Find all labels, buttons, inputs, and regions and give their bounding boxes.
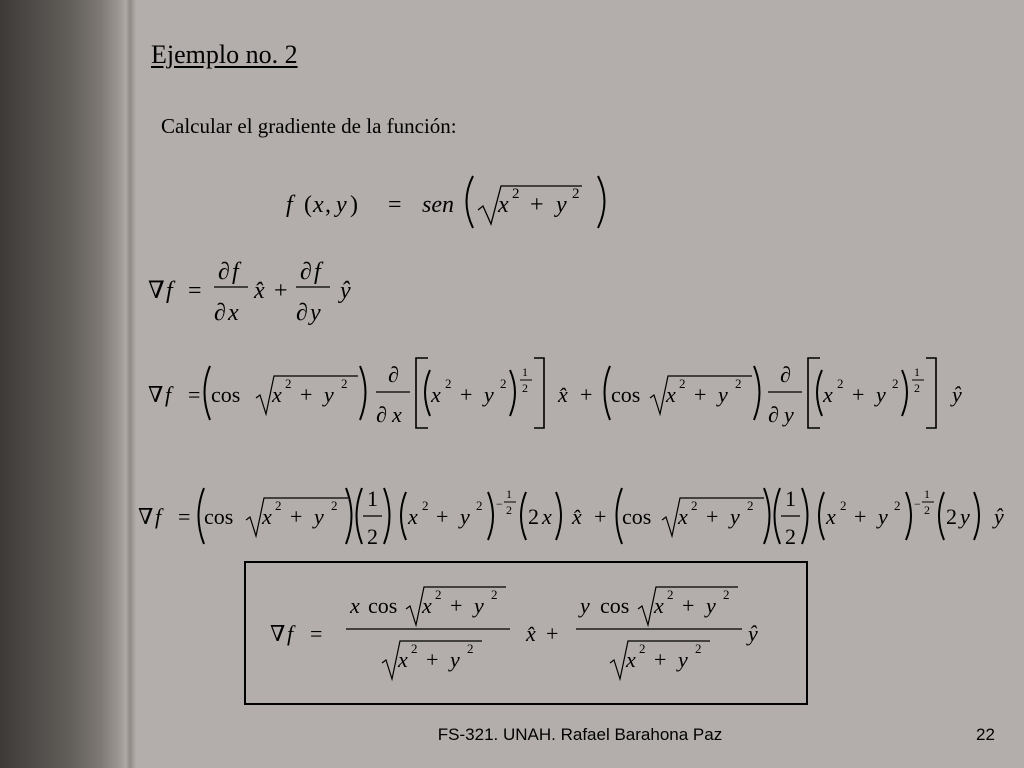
svg-text:1: 1 — [914, 365, 920, 379]
svg-text:x: x — [398, 647, 408, 672]
svg-text:+: + — [546, 621, 559, 646]
svg-text:sen: sen — [422, 192, 454, 218]
svg-text:2: 2 — [506, 503, 512, 517]
svg-text:−: − — [914, 497, 921, 511]
svg-text:2: 2 — [285, 376, 292, 391]
svg-text:∇: ∇ — [270, 621, 286, 646]
svg-text:x: x — [431, 382, 441, 407]
svg-text:+: + — [274, 278, 288, 304]
svg-text:+: + — [854, 504, 867, 529]
svg-text:x: x — [542, 504, 552, 529]
svg-text:2: 2 — [435, 587, 442, 602]
svg-text:ŷ: ŷ — [340, 278, 351, 304]
svg-text:x: x — [228, 300, 239, 326]
svg-text:f: f — [166, 278, 173, 304]
svg-text:2: 2 — [445, 376, 452, 391]
svg-text:2: 2 — [422, 498, 429, 513]
svg-text:x: x — [392, 402, 402, 427]
svg-text:∂: ∂ — [376, 402, 387, 427]
svg-text:2: 2 — [735, 376, 742, 391]
svg-text:2: 2 — [914, 381, 920, 395]
svg-text:2: 2 — [840, 498, 847, 513]
svg-text:y: y — [314, 504, 324, 529]
svg-text:x: x — [626, 647, 636, 672]
svg-text:2: 2 — [341, 376, 348, 391]
svg-text:x: x — [823, 382, 833, 407]
svg-text:2: 2 — [785, 524, 796, 549]
svg-text:x: x — [262, 504, 272, 529]
svg-text:+: + — [594, 504, 607, 529]
svg-text:∇: ∇ — [148, 278, 165, 304]
svg-text:=: = — [178, 504, 191, 529]
svg-text:+: + — [300, 382, 313, 407]
equation-gradient-definition — [148, 254, 368, 334]
svg-text:y: y — [310, 300, 321, 326]
svg-text:x: x — [498, 192, 509, 218]
svg-text:∂: ∂ — [768, 402, 779, 427]
svg-text:x̂: x̂ — [526, 621, 536, 646]
svg-text:x̂: x̂ — [254, 278, 265, 304]
svg-text:∇: ∇ — [148, 382, 164, 407]
svg-text:y: y — [678, 647, 688, 672]
svg-text:cos: cos — [622, 504, 652, 529]
svg-text:x: x — [350, 593, 360, 618]
svg-text:f: f — [232, 259, 239, 285]
svg-text:2: 2 — [639, 641, 646, 656]
equation-derivative-expanded — [138, 478, 1018, 558]
svg-text:2: 2 — [331, 498, 338, 513]
svg-text:∂: ∂ — [214, 300, 226, 326]
svg-text:2: 2 — [667, 587, 674, 602]
svg-text:2: 2 — [411, 641, 418, 656]
svg-text:y: y — [556, 192, 567, 218]
result-box — [244, 561, 808, 705]
svg-text:x: x — [654, 593, 664, 618]
svg-text:+: + — [426, 647, 439, 672]
svg-text:x: x — [272, 382, 282, 407]
svg-text:∂: ∂ — [388, 362, 399, 387]
svg-text:=: = — [188, 278, 202, 304]
slide-title: Ejemplo no. 2 — [151, 40, 298, 69]
svg-text:1: 1 — [785, 486, 796, 511]
svg-text:2: 2 — [275, 498, 282, 513]
svg-text:+: + — [580, 382, 593, 407]
svg-text:y: y — [960, 504, 970, 529]
svg-text:=: = — [188, 382, 201, 407]
svg-text:y: y — [878, 504, 888, 529]
svg-text:∂: ∂ — [218, 259, 230, 285]
svg-text:x: x — [826, 504, 836, 529]
svg-text:y: y — [460, 504, 470, 529]
svg-text:y: y — [336, 192, 347, 218]
svg-text:f: f — [165, 382, 172, 407]
equation-chain-rule — [148, 352, 978, 436]
svg-text:+: + — [852, 382, 865, 407]
svg-text:2: 2 — [946, 504, 957, 529]
intro-text: Calcular el gradiente de la función: — [161, 114, 457, 138]
svg-text:+: + — [450, 593, 463, 618]
svg-text:2: 2 — [528, 504, 539, 529]
svg-text:2: 2 — [747, 498, 754, 513]
svg-text:+: + — [694, 382, 707, 407]
svg-text:x: x — [408, 504, 418, 529]
svg-text:+: + — [290, 504, 303, 529]
svg-text:x: x — [422, 593, 432, 618]
svg-text:=: = — [388, 192, 402, 218]
svg-text:2: 2 — [476, 498, 483, 513]
svg-text:2: 2 — [837, 376, 844, 391]
svg-text:2: 2 — [679, 376, 686, 391]
svg-text:y: y — [450, 647, 460, 672]
svg-text:−: − — [496, 497, 503, 511]
svg-text:∇: ∇ — [138, 504, 154, 529]
equation-final-result — [270, 577, 790, 693]
svg-text:2: 2 — [695, 641, 702, 656]
svg-text:1: 1 — [506, 487, 512, 501]
svg-text:f: f — [286, 192, 293, 218]
svg-text:x̂: x̂ — [572, 504, 582, 529]
svg-text:ŷ: ŷ — [994, 504, 1004, 529]
svg-text:cos: cos — [204, 504, 234, 529]
svg-text:x: x — [313, 192, 324, 218]
slide-footer: FS-321. UNAH. Rafael Barahona Paz — [437, 725, 723, 744]
svg-text:ŷ: ŷ — [952, 382, 962, 407]
svg-text:+: + — [706, 504, 719, 529]
svg-text:1: 1 — [367, 486, 378, 511]
svg-text:y: y — [718, 382, 728, 407]
equation-function — [280, 168, 620, 238]
svg-text:cos: cos — [368, 593, 398, 618]
svg-text:2: 2 — [491, 587, 498, 602]
svg-text:(: ( — [304, 192, 312, 218]
svg-text:∂: ∂ — [296, 300, 308, 326]
svg-text:2: 2 — [367, 524, 378, 549]
svg-text:2: 2 — [894, 498, 901, 513]
svg-text:2: 2 — [522, 381, 528, 395]
svg-text:1: 1 — [924, 487, 930, 501]
svg-text:∂: ∂ — [780, 362, 791, 387]
svg-text:+: + — [436, 504, 449, 529]
svg-text:+: + — [682, 593, 695, 618]
svg-text:f: f — [155, 504, 162, 529]
svg-text:2: 2 — [691, 498, 698, 513]
svg-text:y: y — [484, 382, 494, 407]
svg-text:cos: cos — [600, 593, 630, 618]
svg-text:2: 2 — [512, 186, 520, 202]
svg-text:): ) — [350, 192, 358, 218]
svg-text:y: y — [784, 402, 794, 427]
svg-text:y: y — [876, 382, 886, 407]
svg-text:2: 2 — [572, 186, 580, 202]
svg-text:2: 2 — [723, 587, 730, 602]
svg-text:cos: cos — [211, 382, 241, 407]
svg-text:y: y — [474, 593, 484, 618]
page-number: 22 — [976, 725, 995, 744]
svg-text:y: y — [324, 382, 334, 407]
svg-text:2: 2 — [500, 376, 507, 391]
svg-text:=: = — [310, 621, 323, 646]
svg-text:f: f — [314, 259, 321, 285]
svg-text:∂: ∂ — [300, 259, 312, 285]
svg-text:+: + — [654, 647, 667, 672]
svg-text:+: + — [460, 382, 473, 407]
svg-text:x: x — [666, 382, 676, 407]
svg-text:y: y — [580, 593, 590, 618]
svg-text:ŷ: ŷ — [748, 621, 758, 646]
svg-text:cos: cos — [611, 382, 641, 407]
svg-text:y: y — [730, 504, 740, 529]
slide-sidebar-decoration — [0, 0, 136, 768]
svg-text:,: , — [325, 192, 331, 218]
svg-text:2: 2 — [924, 503, 930, 517]
svg-text:1: 1 — [522, 365, 528, 379]
svg-text:2: 2 — [892, 376, 899, 391]
svg-text:+: + — [530, 192, 544, 218]
svg-text:y: y — [706, 593, 716, 618]
svg-text:f: f — [287, 621, 294, 646]
svg-text:x̂: x̂ — [558, 382, 568, 407]
svg-text:x: x — [678, 504, 688, 529]
svg-text:2: 2 — [467, 641, 474, 656]
